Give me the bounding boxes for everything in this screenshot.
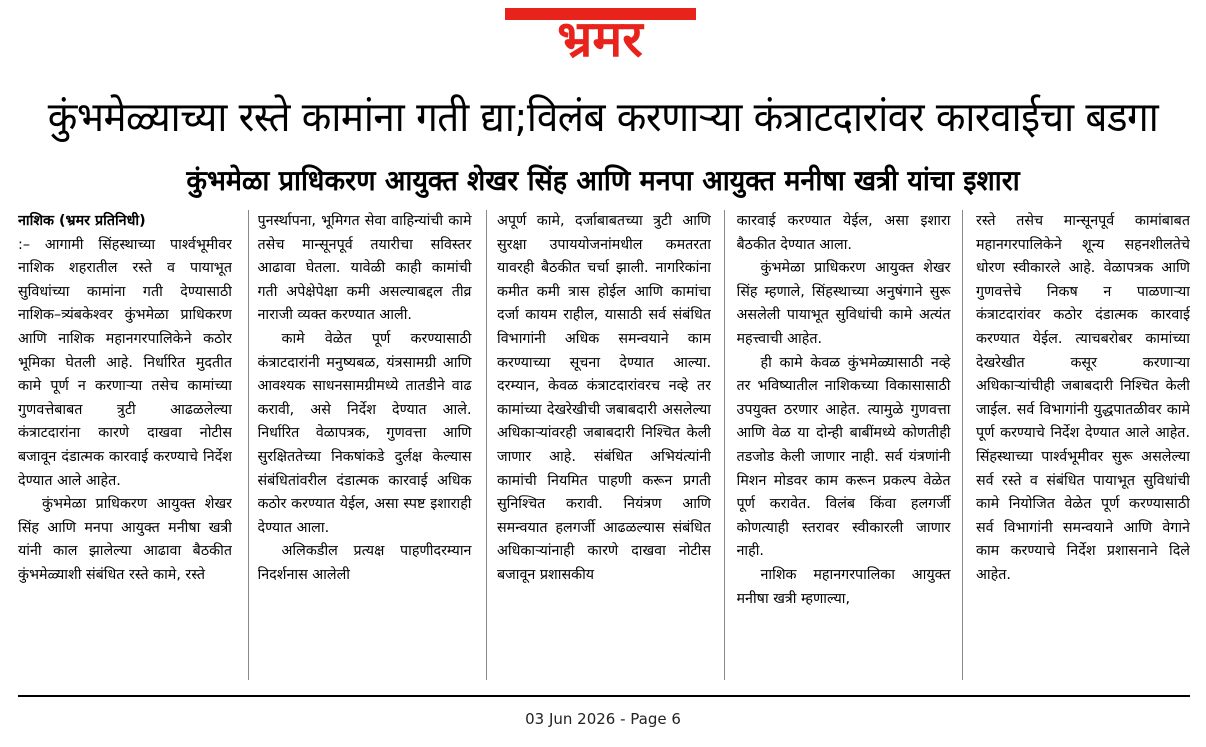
article-paragraph: कारवाई करण्यात येईल, असा इशारा बैठकीत देण्यात आला. [736,213,951,253]
article-paragraph [18,210,232,493]
article-paragraph: कुंभमेळा प्राधिकरण आयुक्त शेखर सिंह आणि मनपा आयुक्त मनीषा खत्री यांनी काल झालेल्या आढावा बैठकीत कुंभमेळ्याशी संबंधित रस्ते कामे, रस्ते [18,496,232,583]
column-divider [962,210,963,680]
article-column-2 [258,210,472,685]
page-footer [0,710,1206,728]
headline: कुंभमेळ्याच्या रस्ते कामांना गती द्या;विलंब करणाऱ्या कंत्राटदारांवर कारवाईचा बडगा [47,93,1159,141]
footer-page: Page 6 [630,710,681,728]
dateline: नाशिक (भ्रमर प्रतिनिधी) [18,213,146,229]
article-column-4 [737,210,951,685]
logo-wordmark: भ्रमर [557,10,643,64]
article-column-3 [497,210,711,685]
footer-rule [18,695,1190,697]
article-paragraph: कामे वेळेत पूर्ण करण्यासाठी कंत्राटदारांनी मनुष्यबळ, यंत्रसामग्री आणि आवश्यक साधनसामग्रीमध्ये तातडीने वाढ करावी, असे निर्देश देण्यात आले. निर्धारित वेळापत्रक, गुणवत्ता आणि सुरक्षिततेच्या निकषांकडे दुर्लक्ष केल्यास संबंधितांवरील दंडात्मक कारवाई अधिक कठोर करण्यात येईल, असा स्पष्ट इशाराही देण्यात आला. [257,330,472,536]
bhramar-logo [505,4,696,64]
article-paragraph: कुंभमेळा प्राधिकरण आयुक्त शेखर सिंह म्हणाले, सिंहस्थाच्या अनुषंगाने सुरू असलेली पायाभूत सुविधांची कामे अत्यंत महत्त्वाची आहेत. [736,260,951,347]
article-paragraph: रस्ते तसेच मान्सूनपूर्व कामांबाबत महानगरपालिकेने शून्य सहनशीलतेचे धोरण स्वीकारले आहे. वेळापत्रक आणि गुणवत्तेचे निकष न पाळणाऱ्या कंत्राटदारांवर कठोर दंडात्मक कारवाई करण्यात येईल. त्याचबरोबर कामांच्या देखरेखीत कसूर करणाऱ्या अधिकाऱ्यांचीही जबाबदारी निश्चित केली जाईल. सर्व विभागांनी युद्धपातळीवर कामे पूर्ण करण्याचे निर्देश देण्यात आले आहेत. सिंहस्थाच्या पार्श्वभूमीवर सुरू असलेल्या सर्व रस्ते व संबंधित पायाभूत सुविधांची कामे नियोजित वेळेत पूर्ण करण्यासाठी सर्व विभागांनी समन्वयाने आणि वेगाने काम करण्याचे निर्देश प्रशासनाने दिले आहेत. [976,213,1190,583]
article-paragraph: ही कामे केवळ कुंभमेळ्यासाठी नव्हे तर भविष्यातील नाशिकच्या विकासासाठी उपयुक्त ठरणार आहेत. त्यामुळे गुणवत्ता आणि वेळ या दोन्ही बाबींमध्ये कोणतीही तडजोड केली जाणार नाही. सर्व यंत्रणांनी मिशन मोडवर काम करून प्रकल्प वेळेत पूर्ण करावेत. विलंब किंवा हलगर्जी कोणत्याही स्तरावर स्वीकारली जाणार नाही. [736,354,951,560]
footer-date: 03 Jun 2026 [525,710,616,728]
footer-separator: - [615,710,631,728]
paragraph-text: :– आगामी सिंहस्थाच्या पार्श्वभूमीवर नाशिक शहरातील रस्ते व पायाभूत सुविधांच्या कामांना गती देण्यासाठी नाशिक–त्र्यंबकेश्वर कुंभमेळा प्राधिकरण आणि नाशिक महानगरपालिकेने कठोर भूमिका घेतली आहे. निर्धारित मुदतीत कामे पूर्ण न करणाऱ्या तसेच कामांच्या गुणवत्तेबाबत त्रुटी आढळलेल्या कंत्राटदारांना कारणे दाखवा नोटीस बजावून दंडात्मक कारवाई करण्याचे निर्देश देण्यात आले आहेत. [18,236,232,489]
article-body [18,210,1190,685]
article-paragraph: अलिकडील प्रत्यक्ष पाहणीदरम्यान निदर्शनास आलेली [257,543,472,583]
article-column-5 [976,210,1190,685]
article-paragraph: नाशिक महानगरपालिका आयुक्त मनीषा खत्री म्हणाल्या, [736,566,951,607]
column-divider [724,210,725,680]
article-column-1 [18,210,232,685]
article-paragraph: अपूर्ण कामे, दर्जाबाबतच्या त्रुटी आणि सुरक्षा उपाययोजनांमधील कमतरता यावरही बैठकीत चर्चा झाली. नागरिकांना कमीत कमी त्रास होईल आणि कामांचा दर्जा कायम राहील, यासाठी सर्व संबंधित विभागांनी अधिक समन्वयाने काम करण्याच्या सूचना देण्यात आल्या. दरम्यान, केवळ कंत्राटदारांवरच नव्हे तर कामांच्या देखरेखीची जबाबदारी असलेल्या अधिकाऱ्यांवरही जबाबदारी निश्चित केली जाणार आहे. संबंधित अभियंत्यांनी कामांची नियमित पाहणी करून प्रगती सुनिश्चित करावी. नियंत्रण आणि समन्वयात हलगर्जी आढळल्यास संबंधित अधिकाऱ्यांनाही कारणे दाखवा नोटीस बजावून प्रशासकीय [497,213,711,583]
column-divider [486,210,487,680]
article-paragraph: पुनर्स्थापना, भूमिगत सेवा वाहिन्यांची कामे तसेच मान्सूनपूर्व तयारीचा सविस्तर आढावा घेतला. यावेळी काही कामांची गती अपेक्षेपेक्षा कमी असल्याबद्दल तीव्र नाराजी व्यक्त करण्यात आली. [257,213,472,324]
column-divider [248,210,249,680]
subheadline: कुंभमेळा प्राधिकरण आयुक्त शेखर सिंह आणि मनपा आयुक्त मनीषा खत्री यांचा इशारा [186,164,1020,197]
